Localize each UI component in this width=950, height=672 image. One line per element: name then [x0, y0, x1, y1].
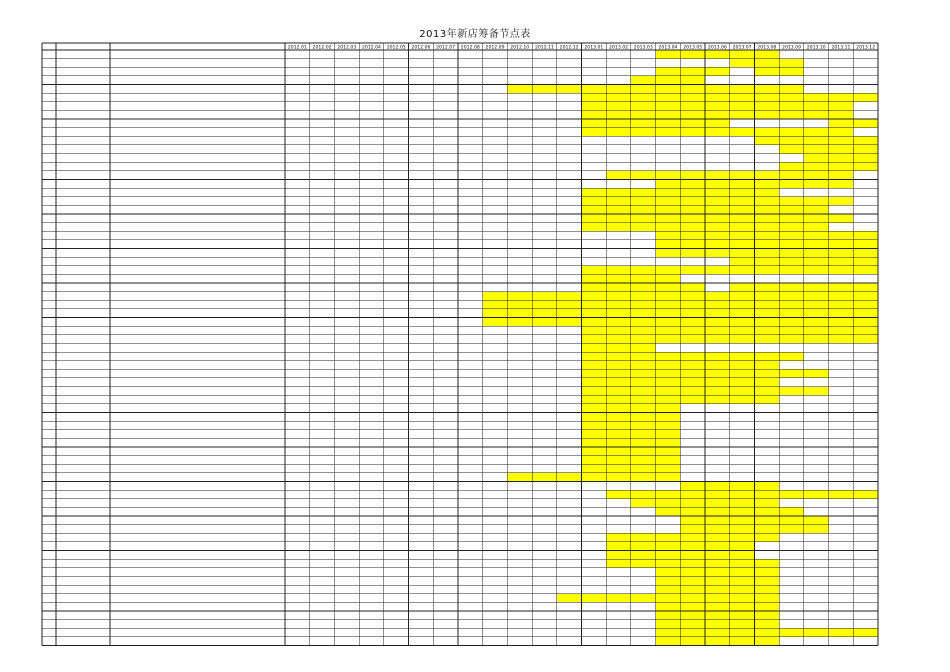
- month-header: 2013.08: [757, 45, 777, 51]
- month-header: 2012.05: [386, 45, 406, 51]
- schedule-bar: [656, 67, 730, 76]
- schedule-bar: [656, 576, 780, 585]
- schedule-bar: [507, 473, 680, 482]
- sheet-title: 2013年新店筹备节点表: [419, 29, 531, 40]
- month-header: 2013.11: [831, 45, 851, 51]
- month-header: 2012.11: [534, 45, 554, 51]
- schedule-bar: [656, 637, 780, 646]
- schedule-bar: [656, 602, 780, 611]
- schedule-bar: [656, 620, 780, 629]
- schedule-bar: [582, 343, 656, 352]
- month-header: 2013.03: [633, 45, 653, 51]
- schedule-bar: [606, 559, 779, 568]
- month-header: 2012.06: [411, 45, 431, 51]
- schedule-bar: [656, 611, 780, 620]
- schedule-bar: [582, 128, 854, 137]
- schedule-bar: [656, 628, 878, 637]
- month-header: 2012.04: [361, 45, 381, 51]
- schedule-bar: [656, 568, 780, 577]
- schedule-bar: [656, 231, 829, 240]
- month-header: 2012.08: [460, 45, 480, 51]
- schedule-bar: [582, 352, 804, 361]
- schedule-bar: [606, 533, 779, 542]
- schedule-bar: [582, 102, 854, 111]
- schedule-bar: [582, 110, 854, 119]
- schedule-bar: [754, 50, 779, 59]
- month-header: 2013.10: [806, 45, 826, 51]
- schedule-bar: [804, 154, 878, 163]
- schedule-bar: [656, 240, 878, 249]
- schedule-bar: [730, 59, 804, 68]
- month-header: 2012.01: [287, 45, 307, 51]
- schedule-bar: [631, 76, 705, 85]
- month-header: 2013.05: [683, 45, 703, 51]
- month-header: 2012.03: [337, 45, 357, 51]
- schedule-bar: [606, 490, 878, 499]
- month-header: 2013.06: [707, 45, 727, 51]
- schedule-bar: [656, 248, 878, 257]
- schedule-bar: [582, 188, 706, 197]
- month-header: 2012.12: [559, 45, 579, 51]
- schedule-bar: [582, 214, 854, 223]
- month-header: 2013.07: [732, 45, 752, 51]
- schedule-bar: [656, 395, 780, 404]
- schedule-bar: [557, 300, 878, 309]
- month-header: 2012.02: [312, 45, 332, 51]
- month-header: 2012.07: [436, 45, 456, 51]
- schedule-bar: [656, 585, 780, 594]
- schedule-bar: [582, 197, 854, 206]
- month-header: 2012.10: [510, 45, 530, 51]
- schedule-bar: [557, 594, 779, 603]
- schedule-bar: [483, 300, 557, 309]
- month-header: 2013.12: [856, 45, 876, 51]
- month-header: 2013.02: [609, 45, 629, 51]
- schedule-bar: [754, 136, 878, 145]
- schedule-bar: [582, 395, 656, 404]
- month-header: 2013.04: [658, 45, 678, 51]
- month-header: 2013.09: [782, 45, 802, 51]
- month-header: 2013.01: [584, 45, 604, 51]
- month-header: 2012.09: [485, 45, 505, 51]
- schedule-bar: [582, 283, 706, 292]
- schedule-bar: [705, 188, 779, 197]
